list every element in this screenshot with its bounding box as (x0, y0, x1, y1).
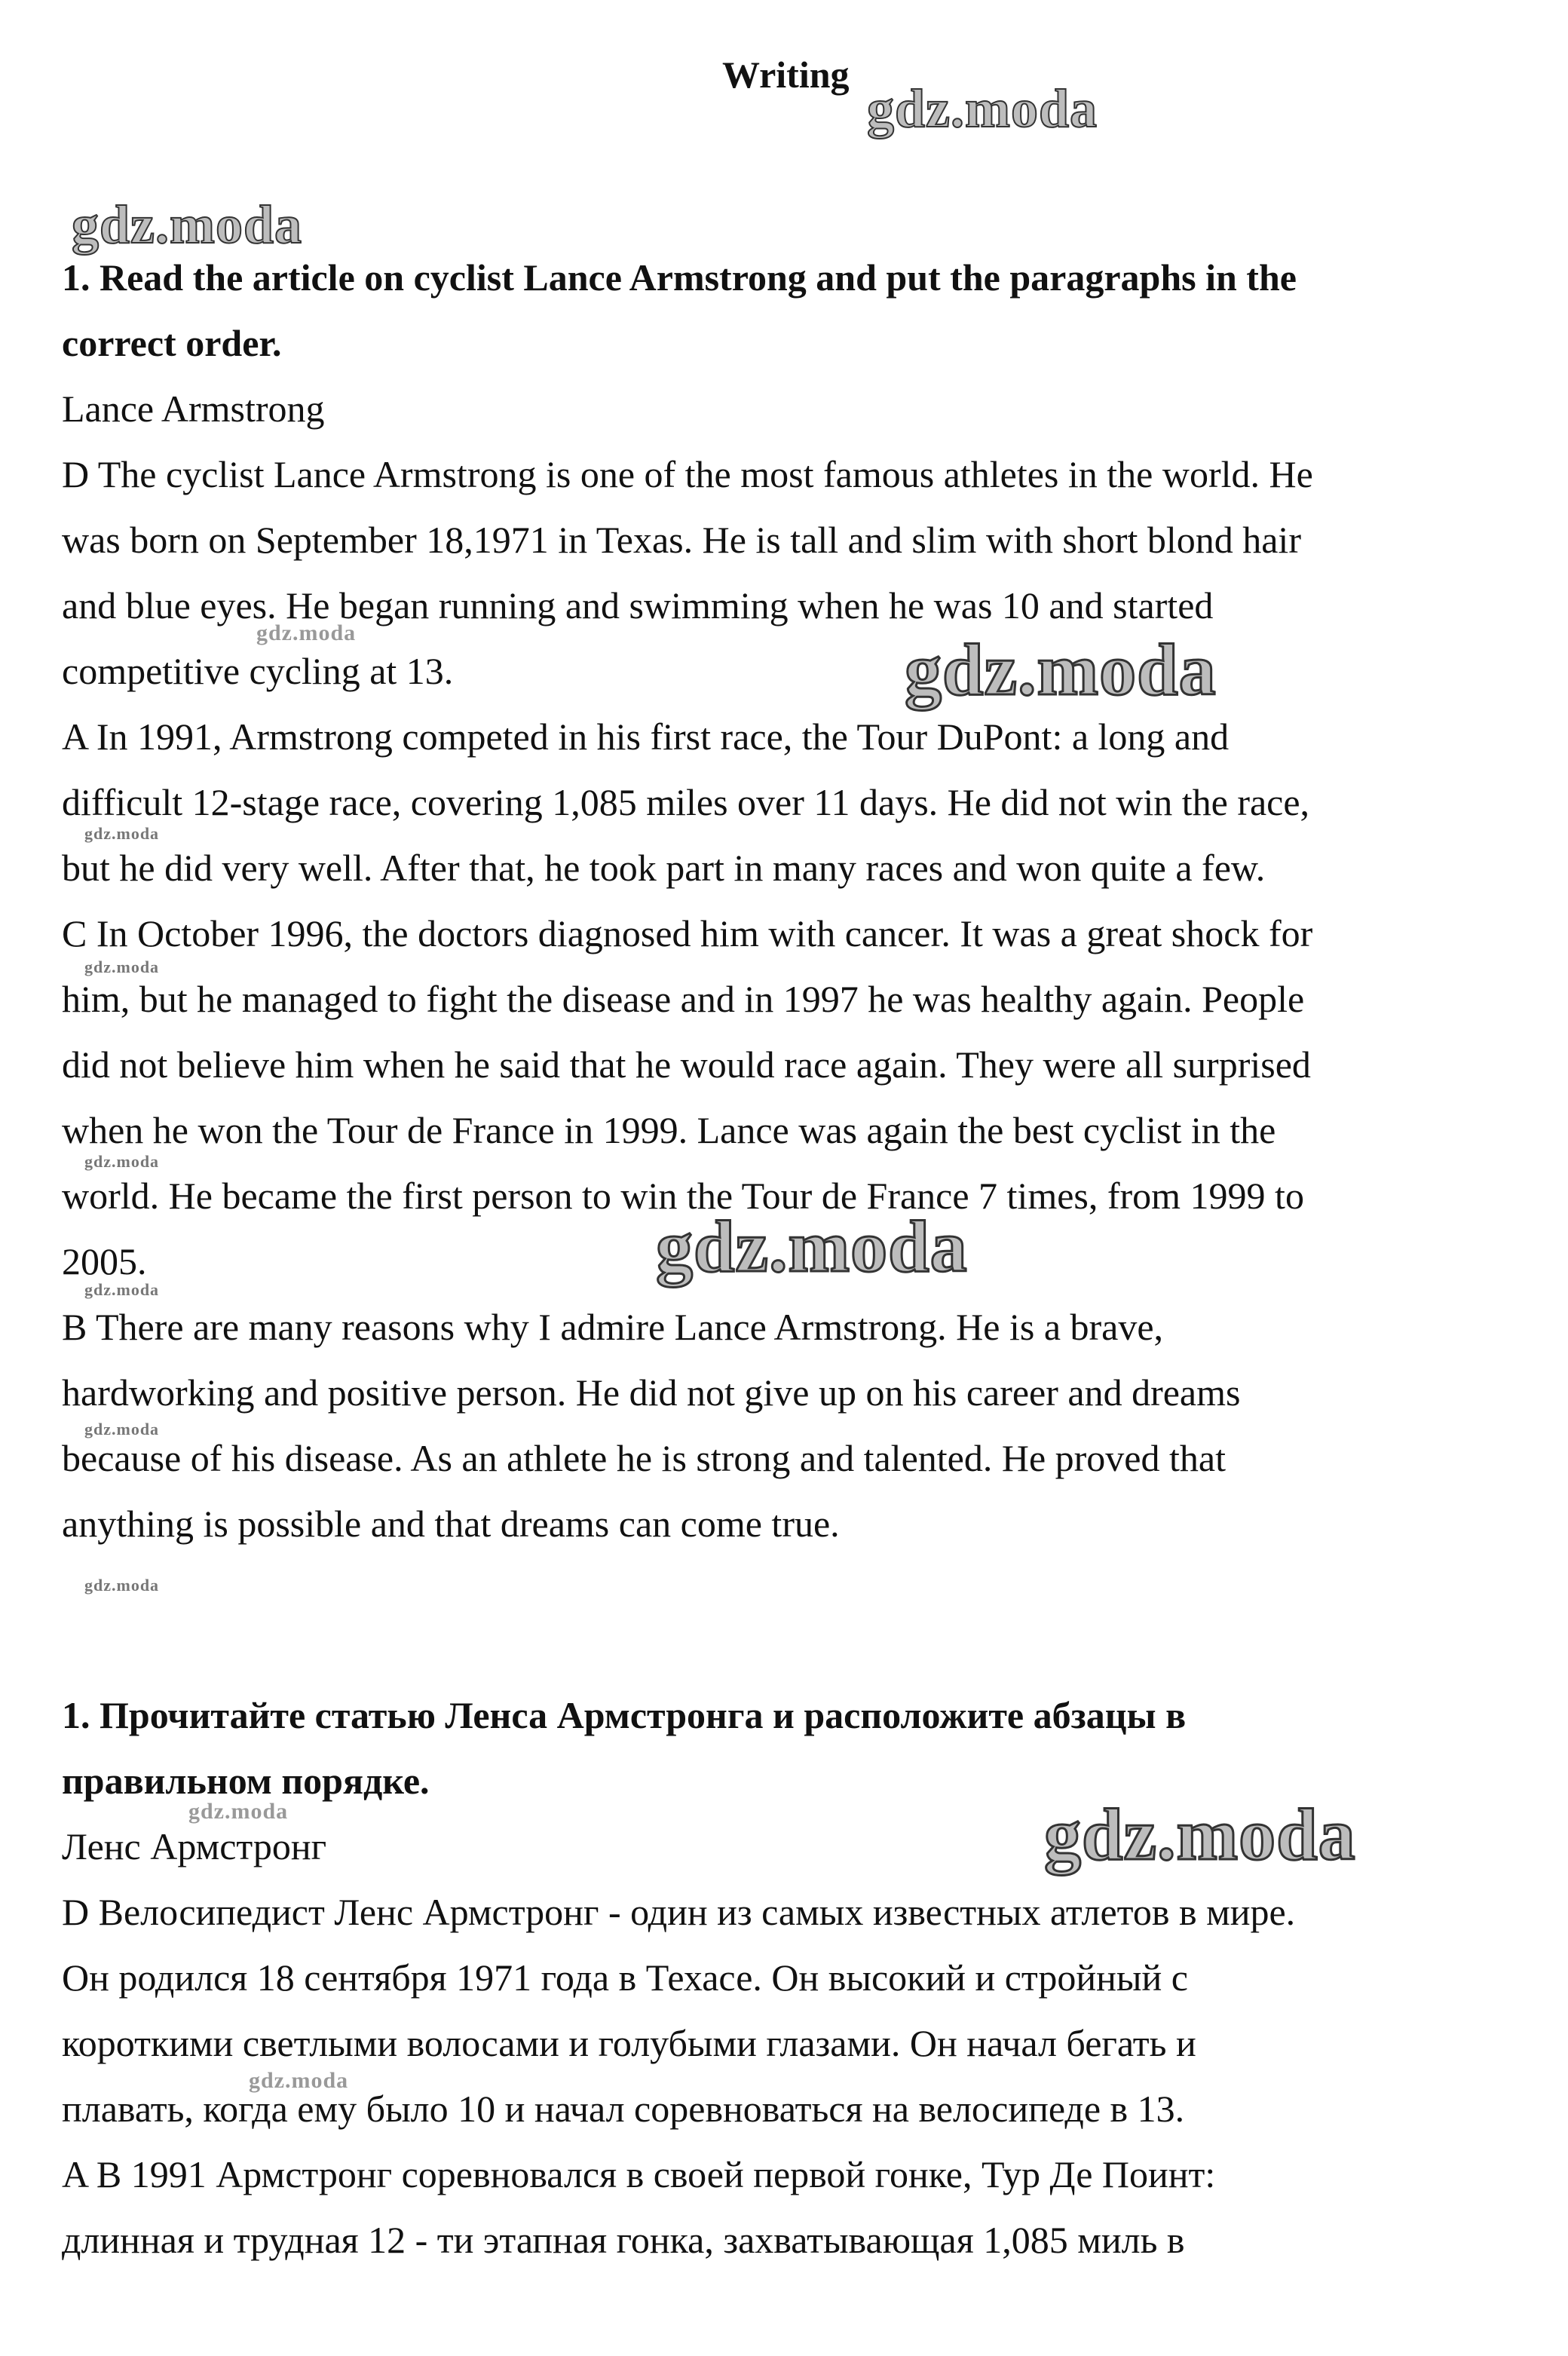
english-heading: Lance Armstrong (62, 388, 325, 430)
watermark-logo: gdz.moda (84, 824, 160, 843)
english-text-line: 2005. (62, 1240, 147, 1282)
english-text-line: did not believe him when he said that he would race again. They were all surprised (62, 1043, 1311, 1086)
english-text-line: difficult 12-stage race, covering 1,085 miles over 11 days. He did not win the race, (62, 781, 1310, 823)
english-text-line: D The cyclist Lance Armstrong is one of the most famous athletes in the world. He (62, 453, 1313, 495)
watermark-logo: gdz.moda (249, 2068, 349, 2093)
watermark-logo: gdz.moda (84, 1152, 160, 1171)
watermark-logo: gdz.moda (72, 195, 303, 255)
english-text-line: when he won the Tour de France in 1999. Lance was again the best cyclist in the (62, 1109, 1276, 1151)
english-text-line: because of his disease. As an athlete he is strong and talented. He proved that (62, 1437, 1226, 1479)
russian-text-line: Он родился 18 сентября 1971 года в Техасе. Он высокий и стройный с (62, 1956, 1188, 1999)
english-text-line: world. He became the first person to win the Tour de France 7 times, from 1999 to (62, 1175, 1304, 1217)
russian-task-line-1: 1. Прочитайте статью Ленса Армстронга и расположите абзацы в (62, 1694, 1187, 1736)
english-text-line: him, but he managed to fight the disease and in 1997 he was healthy again. People (62, 978, 1305, 1020)
watermark-logo: gdz.moda (84, 957, 160, 976)
watermark-logo: gdz.moda (905, 630, 1217, 711)
watermark-logo: gdz.moda (256, 620, 357, 645)
watermark-logo: gdz.moda (84, 1280, 160, 1299)
russian-heading: Ленс Армстронг (62, 1825, 327, 1867)
english-text-line: anything is possible and that dreams can come true. (62, 1503, 840, 1545)
watermark-logo: gdz.moda (867, 78, 1098, 139)
english-text-line: C In October 1996, the doctors diagnosed him with cancer. It was a great shock for (62, 912, 1313, 954)
russian-text-line: A B 1991 Армстронг соревновался в своей первой гонке, Тур Де Поинт: (62, 2153, 1216, 2195)
russian-text-line: D Велосипедист Ленс Армстронг - один из самых известных атлетов в мире. (62, 1891, 1296, 1933)
english-text-line: but he did very well. After that, he took part in many races and won quite a few. (62, 847, 1266, 889)
english-text-line: A In 1991, Armstrong competed in his first race, the Tour DuPont: a long and (62, 715, 1230, 758)
russian-text-line: плавать, когда ему было 10 и начал соревноваться на велосипеде в 13. (62, 2088, 1185, 2130)
english-text-line: B There are many reasons why I admire Lance Armstrong. He is a brave, (62, 1306, 1164, 1348)
english-task-line-1: 1. Read the article on cyclist Lance Armstrong and put the paragraphs in the (62, 256, 1297, 299)
english-text-line: was born on September 18,1971 in Texas. He is tall and slim with short blond hair (62, 519, 1301, 561)
russian-task-line-2: правильном порядке. (62, 1760, 430, 1802)
english-task-line-2: correct order. (62, 322, 282, 364)
russian-text-line: короткими светлыми волосами и голубыми глазами. Он начал бегать и (62, 2022, 1196, 2064)
english-text-line: hardworking and positive person. He did not give up on his career and dreams (62, 1371, 1241, 1414)
watermark-logo: gdz.moda (188, 1799, 289, 1824)
watermark-logo: gdz.moda (84, 1420, 160, 1438)
english-text-line: and blue eyes. He began running and swimming when he was 10 and started (62, 584, 1214, 627)
english-text-line: competitive cycling at 13. (62, 650, 454, 692)
watermark-logo: gdz.moda (656, 1206, 968, 1288)
page-title: Writing (722, 54, 850, 96)
russian-text-line: длинная и трудная 12 - ти этапная гонка, захватывающая 1,085 миль в (62, 2219, 1185, 2261)
watermark-logo: gdz.moda (1044, 1794, 1356, 1876)
watermark-logo: gdz.moda (84, 1576, 160, 1595)
